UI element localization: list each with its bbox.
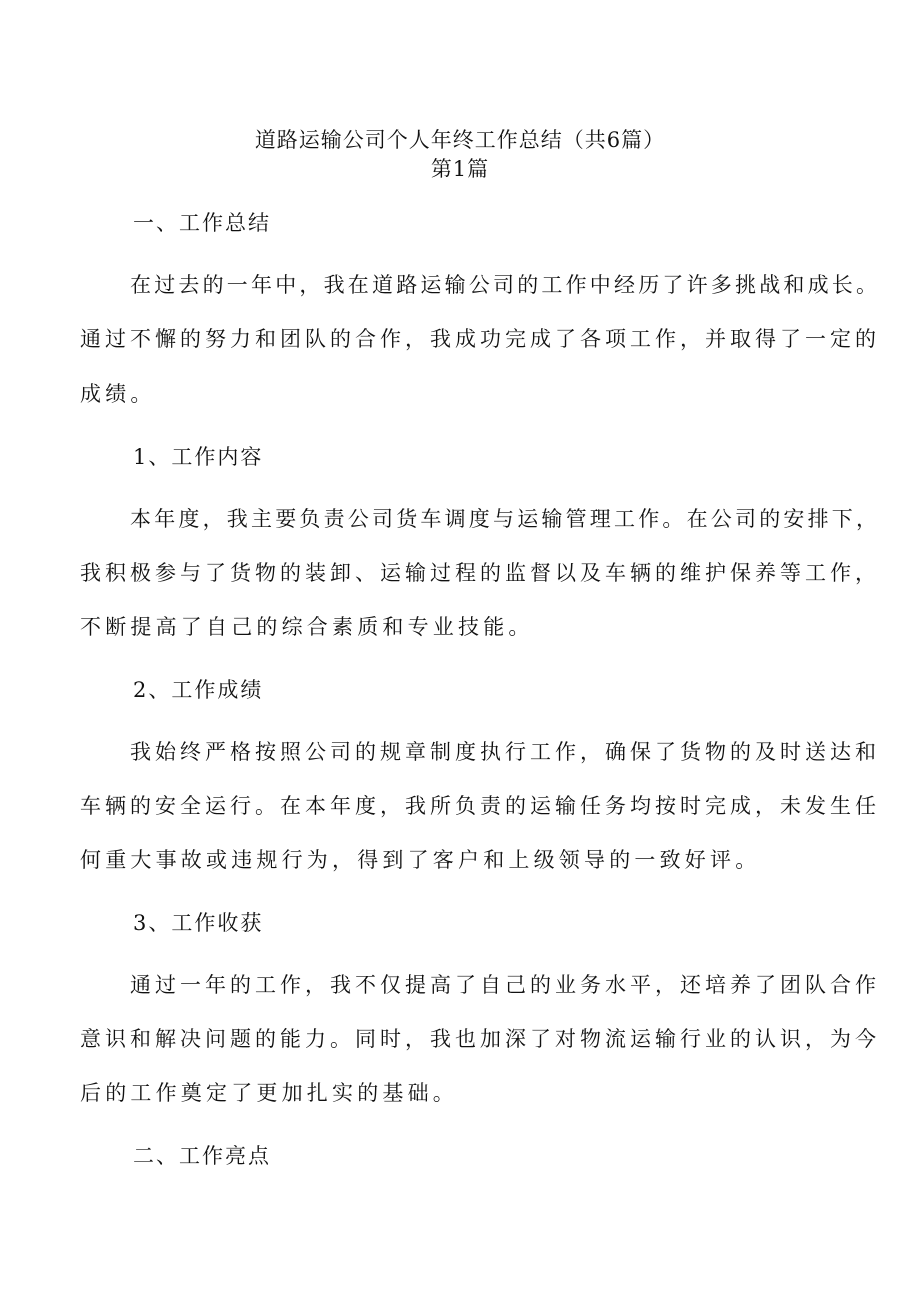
paragraph-line: 意识和解决问题的能力。同时，我也加深了对物流运输行业的认识，为今 [80, 1027, 880, 1051]
paragraph-line: 我积极参与了货物的装卸、运输过程的监督以及车辆的维护保养等工作， [80, 561, 880, 585]
paragraph-line: 后的工作奠定了更加扎实的基础。 [80, 1081, 458, 1105]
paragraph-line: 通过一年的工作，我不仅提高了自己的业务水平，还培养了团队合作 [130, 973, 880, 997]
paragraph-line: 通过不懈的努力和团队的合作，我成功完成了各项工作，并取得了一定的 [80, 327, 880, 351]
item-heading-2: 2、工作成绩 [133, 678, 264, 702]
document-title: 道路运输公司个人年终工作总结（共6篇） [254, 128, 666, 152]
paragraph-line: 何重大事故或违规行为，得到了客户和上级领导的一致好评。 [80, 848, 761, 872]
paragraph-line: 成绩。 [80, 382, 156, 406]
paragraph-line: 不断提高了自己的综合素质和专业技能。 [80, 615, 534, 639]
paragraph-line: 车辆的安全运行。在本年度，我所负责的运输任务均按时完成，未发生任 [80, 794, 880, 818]
paragraph-line: 在过去的一年中，我在道路运输公司的工作中经历了许多挑战和成长。 [130, 273, 881, 297]
item-heading-3: 3、工作收获 [133, 911, 264, 935]
item-heading-1: 1、工作内容 [133, 445, 264, 469]
document-subtitle: 第1篇 [430, 157, 490, 181]
section-heading-1: 一、工作总结 [133, 211, 271, 235]
section-heading-2: 二、工作亮点 [133, 1144, 271, 1168]
paragraph-line: 本年度，我主要负责公司货车调度与运输管理工作。在公司的安排下， [130, 507, 881, 531]
paragraph-line: 我始终严格按照公司的规章制度执行工作，确保了货物的及时送达和 [130, 740, 880, 764]
